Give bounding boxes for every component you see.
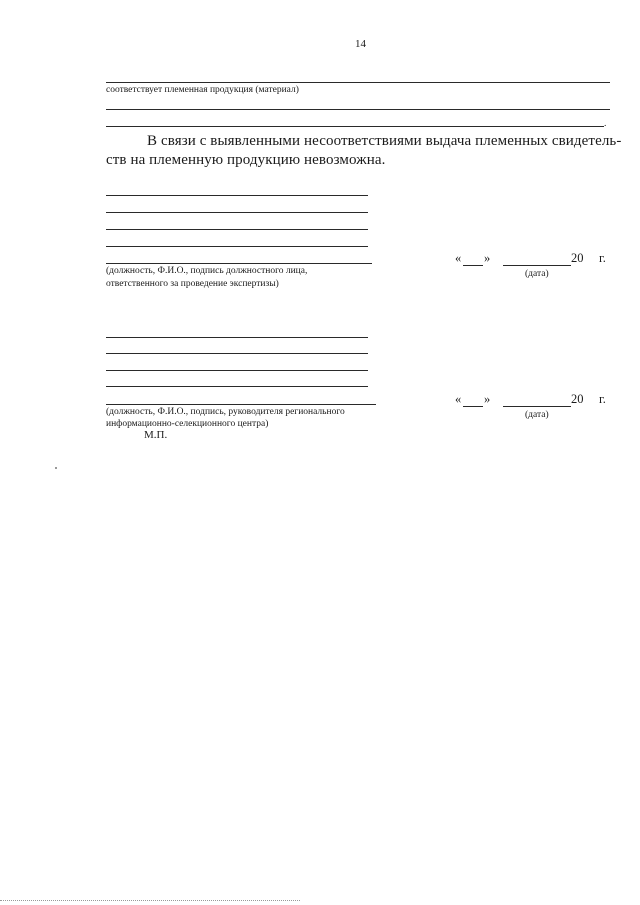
signature-line[interactable]: [106, 337, 368, 338]
date-open-quote: «: [455, 392, 462, 406]
month-field[interactable]: [503, 406, 571, 407]
signature-line[interactable]: [106, 195, 368, 196]
signature-line[interactable]: [106, 246, 368, 247]
fill-line-2[interactable]: [106, 109, 610, 110]
signature-line[interactable]: [106, 229, 368, 230]
year-prefix: 20: [571, 392, 584, 406]
signature-line[interactable]: [106, 212, 368, 213]
year-suffix: г.: [599, 251, 606, 265]
head-caption-line-2: информационно-селекционного центра): [106, 419, 269, 429]
month-field[interactable]: [503, 265, 571, 266]
date-label: (дата): [525, 410, 549, 420]
year-suffix: г.: [599, 392, 606, 406]
fill-line-1[interactable]: [106, 82, 610, 83]
day-field[interactable]: [463, 265, 483, 266]
page-number: 14: [355, 38, 366, 50]
date-label: (дата): [525, 269, 549, 279]
day-field[interactable]: [463, 406, 483, 407]
date-open-quote: «: [455, 251, 462, 265]
expert-caption-line-2: ответственного за проведение экспертизы): [106, 279, 279, 289]
head-caption-line-1: (должность, Ф.И.О., подпись, руководителя регионального: [106, 407, 345, 417]
date-close-quote: »: [484, 392, 491, 406]
stamp-place: М.П.: [144, 429, 168, 441]
top-caption: соответствует племенная продукция (материал): [106, 85, 299, 95]
paragraph-line-2: ств на племенную продукцию невозможна.: [106, 152, 386, 168]
date-close-quote: »: [484, 251, 491, 265]
signature-line[interactable]: [106, 404, 376, 405]
year-prefix: 20: [571, 251, 584, 265]
fill-line-3[interactable]: [106, 126, 604, 127]
scan-speck: [55, 467, 57, 469]
signature-line[interactable]: [106, 386, 368, 387]
signature-line[interactable]: [106, 353, 368, 354]
bottom-scan-edge: [0, 900, 300, 901]
signature-line[interactable]: [106, 263, 372, 264]
expert-caption-line-1: (должность, Ф.И.О., подпись должностного лица,: [106, 266, 308, 276]
signature-line[interactable]: [106, 370, 368, 371]
end-mark: .: [604, 119, 607, 129]
paragraph-line-1: В связи с выявленными несоответствиями выдача племенных свидетель-: [147, 133, 622, 149]
